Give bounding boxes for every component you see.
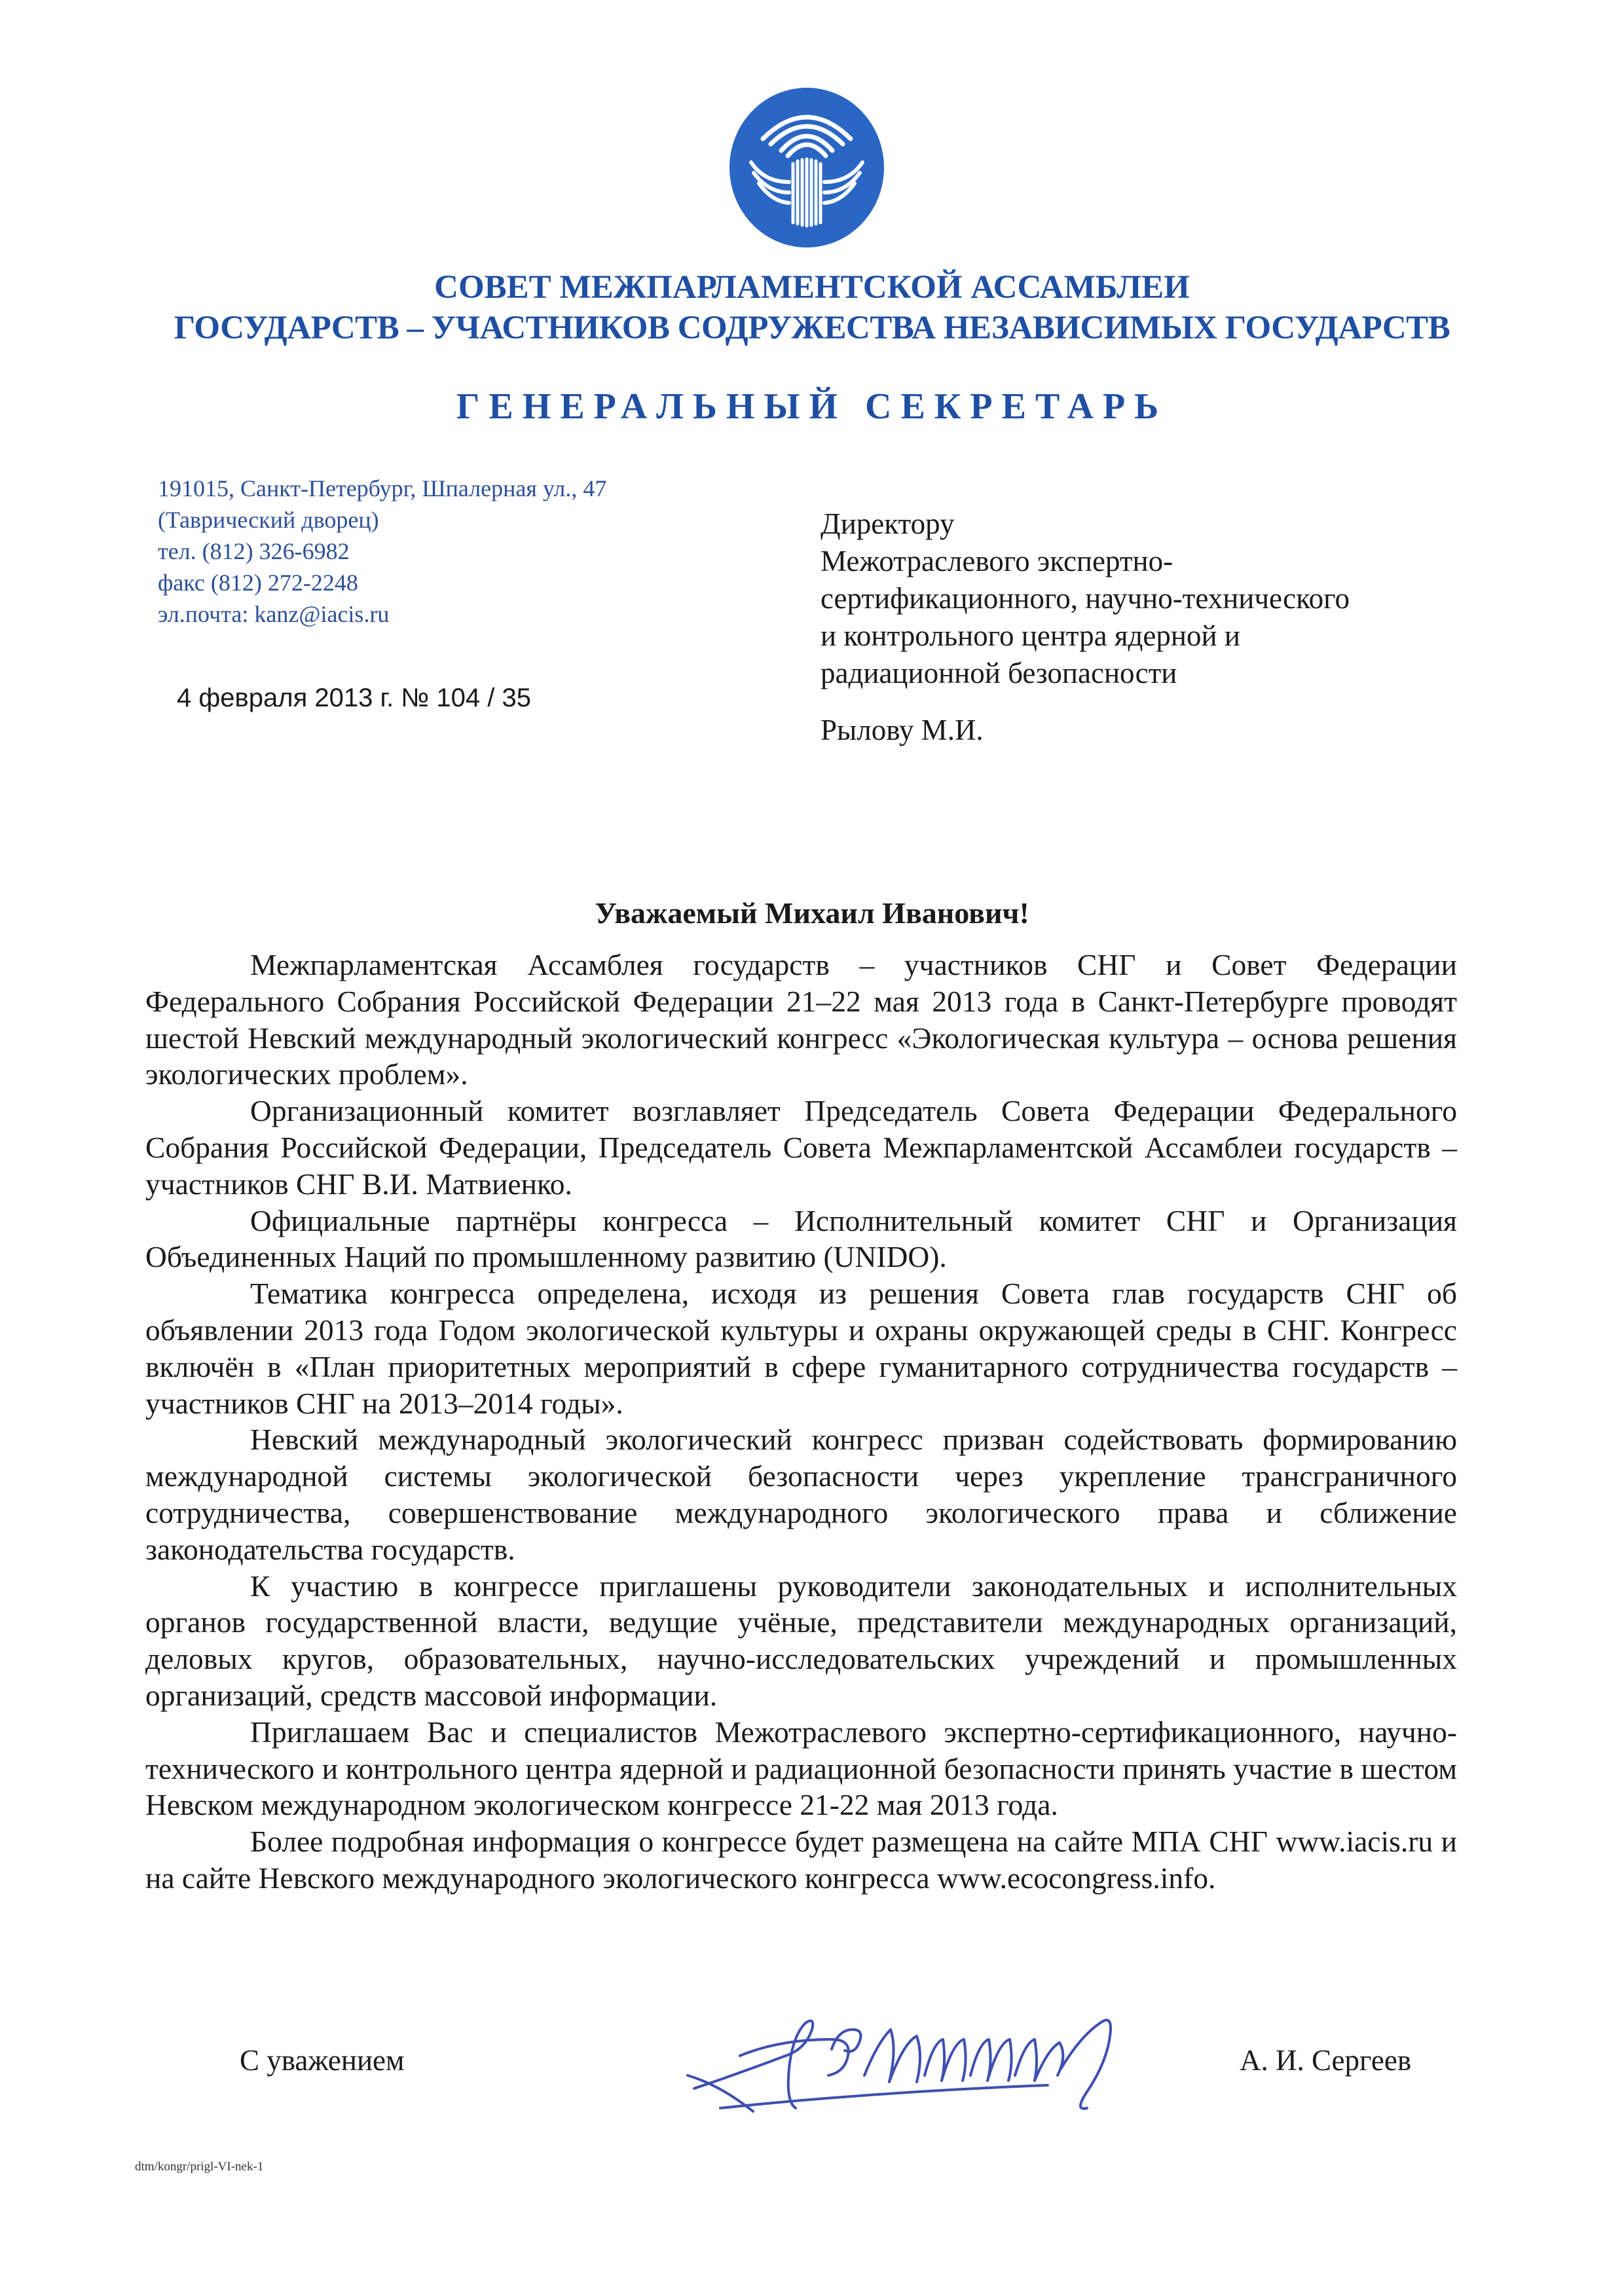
recipient-line: Директору [821, 507, 955, 540]
body-paragraph: Межпарламентская Ассамблея государств – участников СНГ и Совет Федерации Федерального Собрания Российской Федерации 21–22 мая 2013 года в Санкт-Петербурге проводят шестой Невский международный экологический конгресс «Экологическая культура – основа решения экологических проблем». [145, 948, 1457, 1091]
sender-building: (Таврический дворец) [158, 507, 379, 533]
sender-phone: тел. (812) 326-6982 [158, 538, 350, 564]
body-paragraph: Тематика конгресса определена, исходя из решения Совета глав государств СНГ об объявлении 2013 года Годом экологической культуры и охраны окружающей среды в СНГ. Конгресс включён в «План приоритетных мероприятий в сфере гуманитарного сотрудничества государств – участников СНГ на 2013–2014 годы». [145, 1277, 1457, 1420]
sender-address: 191015, Санкт-Петербург, Шпалерная ул., 47 [158, 475, 607, 501]
recipient-block [821, 505, 1350, 749]
letter-body [145, 947, 1457, 1897]
handwritten-signature [681, 1977, 1218, 2134]
org-title-line2: ГОСУДАРСТВ – УЧАСТНИКОВ СОДРУЖЕСТВА НЕЗАВИСИМЫХ ГОСУДАРСТВ [174, 310, 1450, 346]
org-title-line1: СОВЕТ МЕЖПАРЛАМЕНТСКОЙ АССАМБЛЕИ [434, 269, 1190, 306]
document-code: dtm/kongr/prigl-VI-nek-1 [135, 2160, 264, 2174]
sender-fax: факс (812) 272-2248 [158, 570, 358, 596]
closing-phrase: С уважением [240, 2044, 405, 2077]
letter-date-number: 4 февраля 2013 г. № 104 / 35 [177, 683, 531, 712]
recipient-line: и контрольного центра ядерной и [821, 619, 1240, 652]
sender-block [158, 473, 606, 630]
cis-emblem-icon [725, 84, 889, 251]
body-paragraph: Официальные партнёры конгресса – Исполнительный комитет СНГ и Организация Объединенных Наций по промышленному развитию (UNIDO). [145, 1203, 1457, 1274]
salutation: Уважаемый Михаил Иванович! [595, 896, 1029, 930]
recipient-line: радиационной безопасности [821, 657, 1177, 689]
recipient-line: сертификационного, научно-технического [821, 582, 1350, 615]
body-paragraph: Более подробная информация о конгрессе будет размещена на сайте МПА СНГ www.iacis.ru и на сайте Невского международного экологического конгресса www.ecocongress.info. [145, 1825, 1457, 1895]
position-title: ГЕНЕРАЛЬНЫЙ СЕКРЕТАРЬ [456, 386, 1168, 427]
recipient-name: Рылову М.И. [821, 714, 984, 746]
body-paragraph: Организационный комитет возглавляет Председатель Совета Федерации Федерального Собрания Российской Федерации, Председатель Совета Межпарламентской Ассамблеи государств – участников СНГ В.И. Матвиенко. [145, 1094, 1457, 1201]
sender-email: эл.почта: kanz@iacis.ru [158, 601, 390, 627]
signer-name: А. И. Сергеев [1240, 2044, 1412, 2077]
body-paragraph: К участию в конгрессе приглашены руководители законодательных и исполнительных органов государственной власти, ведущие учёные, представители международных организаций, деловых кругов, образовательных, научно-исследовательских учреждений и промышленных организаций, средств массовой информации. [145, 1569, 1457, 1712]
recipient-line: Межотраслевого экспертно- [821, 545, 1173, 577]
body-paragraph: Невский международный экологический конгресс призван содействовать формированию международной системы экологической безопасности через укрепление трансграничного сотрудничества, совершенствование международного экологического права и сближение законодательства государств. [145, 1423, 1457, 1566]
body-paragraph: Приглашаем Вас и специалистов Межотраслевого экспертно-сертификационного, научно-технического и контрольного центра ядерной и радиационной безопасности принять участие в шестом Невском международном экологическом конгрессе 21-22 мая 2013 года. [145, 1715, 1457, 1822]
